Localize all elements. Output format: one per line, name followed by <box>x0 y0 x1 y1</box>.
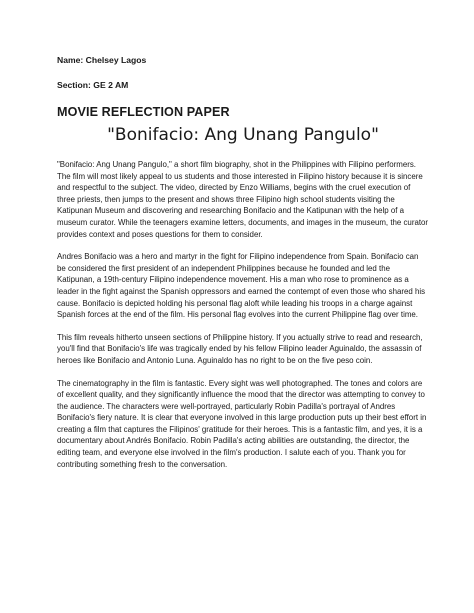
paragraph-history: This film reveals hitherto unseen sections of Philippine history. If you actually strive to read and research, you'll find that Bonifacio's life was tragically ended by his fellow Filipino leader Aguinaldo, the assassin of heroes like Bonifacio and Antonio Luna. Aguinaldo has no right to be on the five peso coin. <box>57 332 423 365</box>
paragraph-intro: "Bonifacio: Ang Unang Pangulo," a short film biography, shot in the Philippines with Filipino performers. The film will most likely appeal to us students and those interested in Filipino history because it is sincere and respectful to the subject. The video, directed by Enzo Williams, begins with the cruel execution of three priests, then jumps to the present and shows three Filipino high school students visiting the Katipunan Museum and discovering and researching Bonifacio and the Katipunan with the help of a museum curator. While the teenagers examine letters, documents, and images in the museum, the curator provides context and poses questions for them to consider. <box>57 160 429 239</box>
student-section: Section: GE 2 AM <box>57 80 129 90</box>
document-body <box>57 55 429 481</box>
student-name: Name: Chelsey Lagos <box>57 55 147 65</box>
paragraph-bonifacio: Andres Bonifacio was a hero and martyr in the fight for Filipino independence from Spain. Bonifacio can be considered the first president of an independent Philippines because he founded and led the Katipunan, a 19th-century Filipino independence movement. His a man who rose to prominence as a leader in the fight against the Spanish oppressors and earned the contempt of even those who shared his cause. Bonifacio is depicted holding his personal flag aloft while leading his troops in a charge against Spanish forces at the end of the film. His personal flag evolves into the current Philippine flag over time. <box>57 252 426 320</box>
paragraph-cinematography: The cinematography in the film is fantastic. Every sight was well photographed. The tones and colors are of excellent quality, and they significantly influence the mood that the director was attempting to convey to the audience. The characters were well-portrayed, particularly Robin Padilla's portrayal of Andres Bonifacio's fiery nature. It is clear that everyone involved in this large production puts up their best effort in creating a film that captures the Filipinos' gratitude for their heroes. This is a fantastic film, and yes, it is a documentary about Andrés Bonifacio. Robin Padilla's acting abilities are outstanding, the director, the editing team, and everyone else involved in the film's production. I salute each of you. Thank you for contributing something fresh to the conversation. <box>57 378 427 469</box>
film-title: "Bonifacio: Ang Unang Pangulo" <box>107 125 379 145</box>
paper-heading: MOVIE REFLECTION PAPER <box>57 105 230 119</box>
